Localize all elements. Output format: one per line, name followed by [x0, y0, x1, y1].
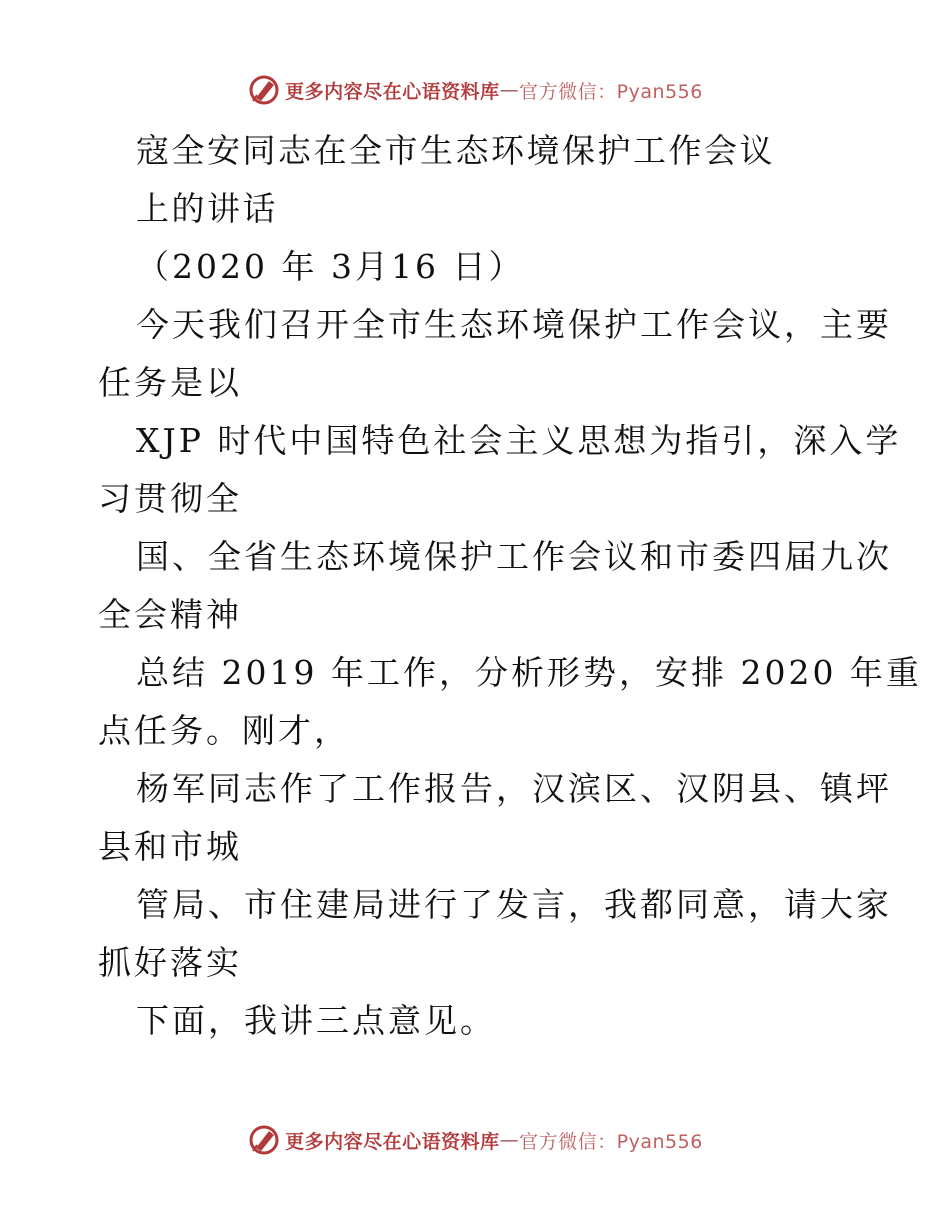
paragraph-line: 点任务。刚才， [98, 711, 350, 750]
document-body [98, 122, 922, 1050]
document-title-line-2: 上的讲话 [136, 189, 278, 228]
paragraph-line: 任务是以 [98, 363, 242, 402]
footer-watermark [0, 1120, 950, 1160]
paragraph-line: 县和市城 [98, 827, 242, 866]
paragraph-line: 全会精神 [98, 595, 242, 634]
watermark-main-text: 更多内容尽在心语资料库 [285, 1130, 500, 1153]
document-date: （2020 年 3月16 日） [136, 247, 525, 286]
watermark-separator: — [499, 1129, 520, 1151]
paragraph-line: XJP 时代中国特色社会主义思想为指引，深入学 [136, 421, 902, 460]
header-watermark [0, 70, 950, 110]
watermark-main-text: 更多内容尽在心语资料库 [285, 80, 500, 103]
paragraph-line: 总结 2019 年工作，分析形势，安排 2020 年重 [136, 653, 922, 692]
paragraph-line: 下面，我讲三点意见。 [136, 1001, 496, 1040]
watermark-contact-text: 官方微信：Pyan556 [519, 1130, 703, 1153]
pen-nib-circle-icon [247, 1123, 281, 1157]
paragraph-line: 习贯彻全 [98, 479, 242, 518]
watermark-contact-text: 官方微信：Pyan556 [519, 80, 703, 103]
document-title-line-1: 寇全安同志在全市生态环境保护工作会议 [136, 131, 775, 170]
pen-nib-circle-icon [247, 73, 281, 107]
paragraph-line: 杨军同志作了工作报告，汉滨区、汉阴县、镇坪 [136, 769, 892, 808]
paragraph-line: 抓好落实 [98, 943, 242, 982]
paragraph-line: 管局、市住建局进行了发言，我都同意，请大家 [136, 885, 892, 924]
paragraph-line: 国、全省生态环境保护工作会议和市委四届九次 [136, 537, 892, 576]
watermark-separator: — [499, 79, 520, 101]
paragraph-line: 今天我们召开全市生态环境保护工作会议，主要 [136, 305, 892, 344]
